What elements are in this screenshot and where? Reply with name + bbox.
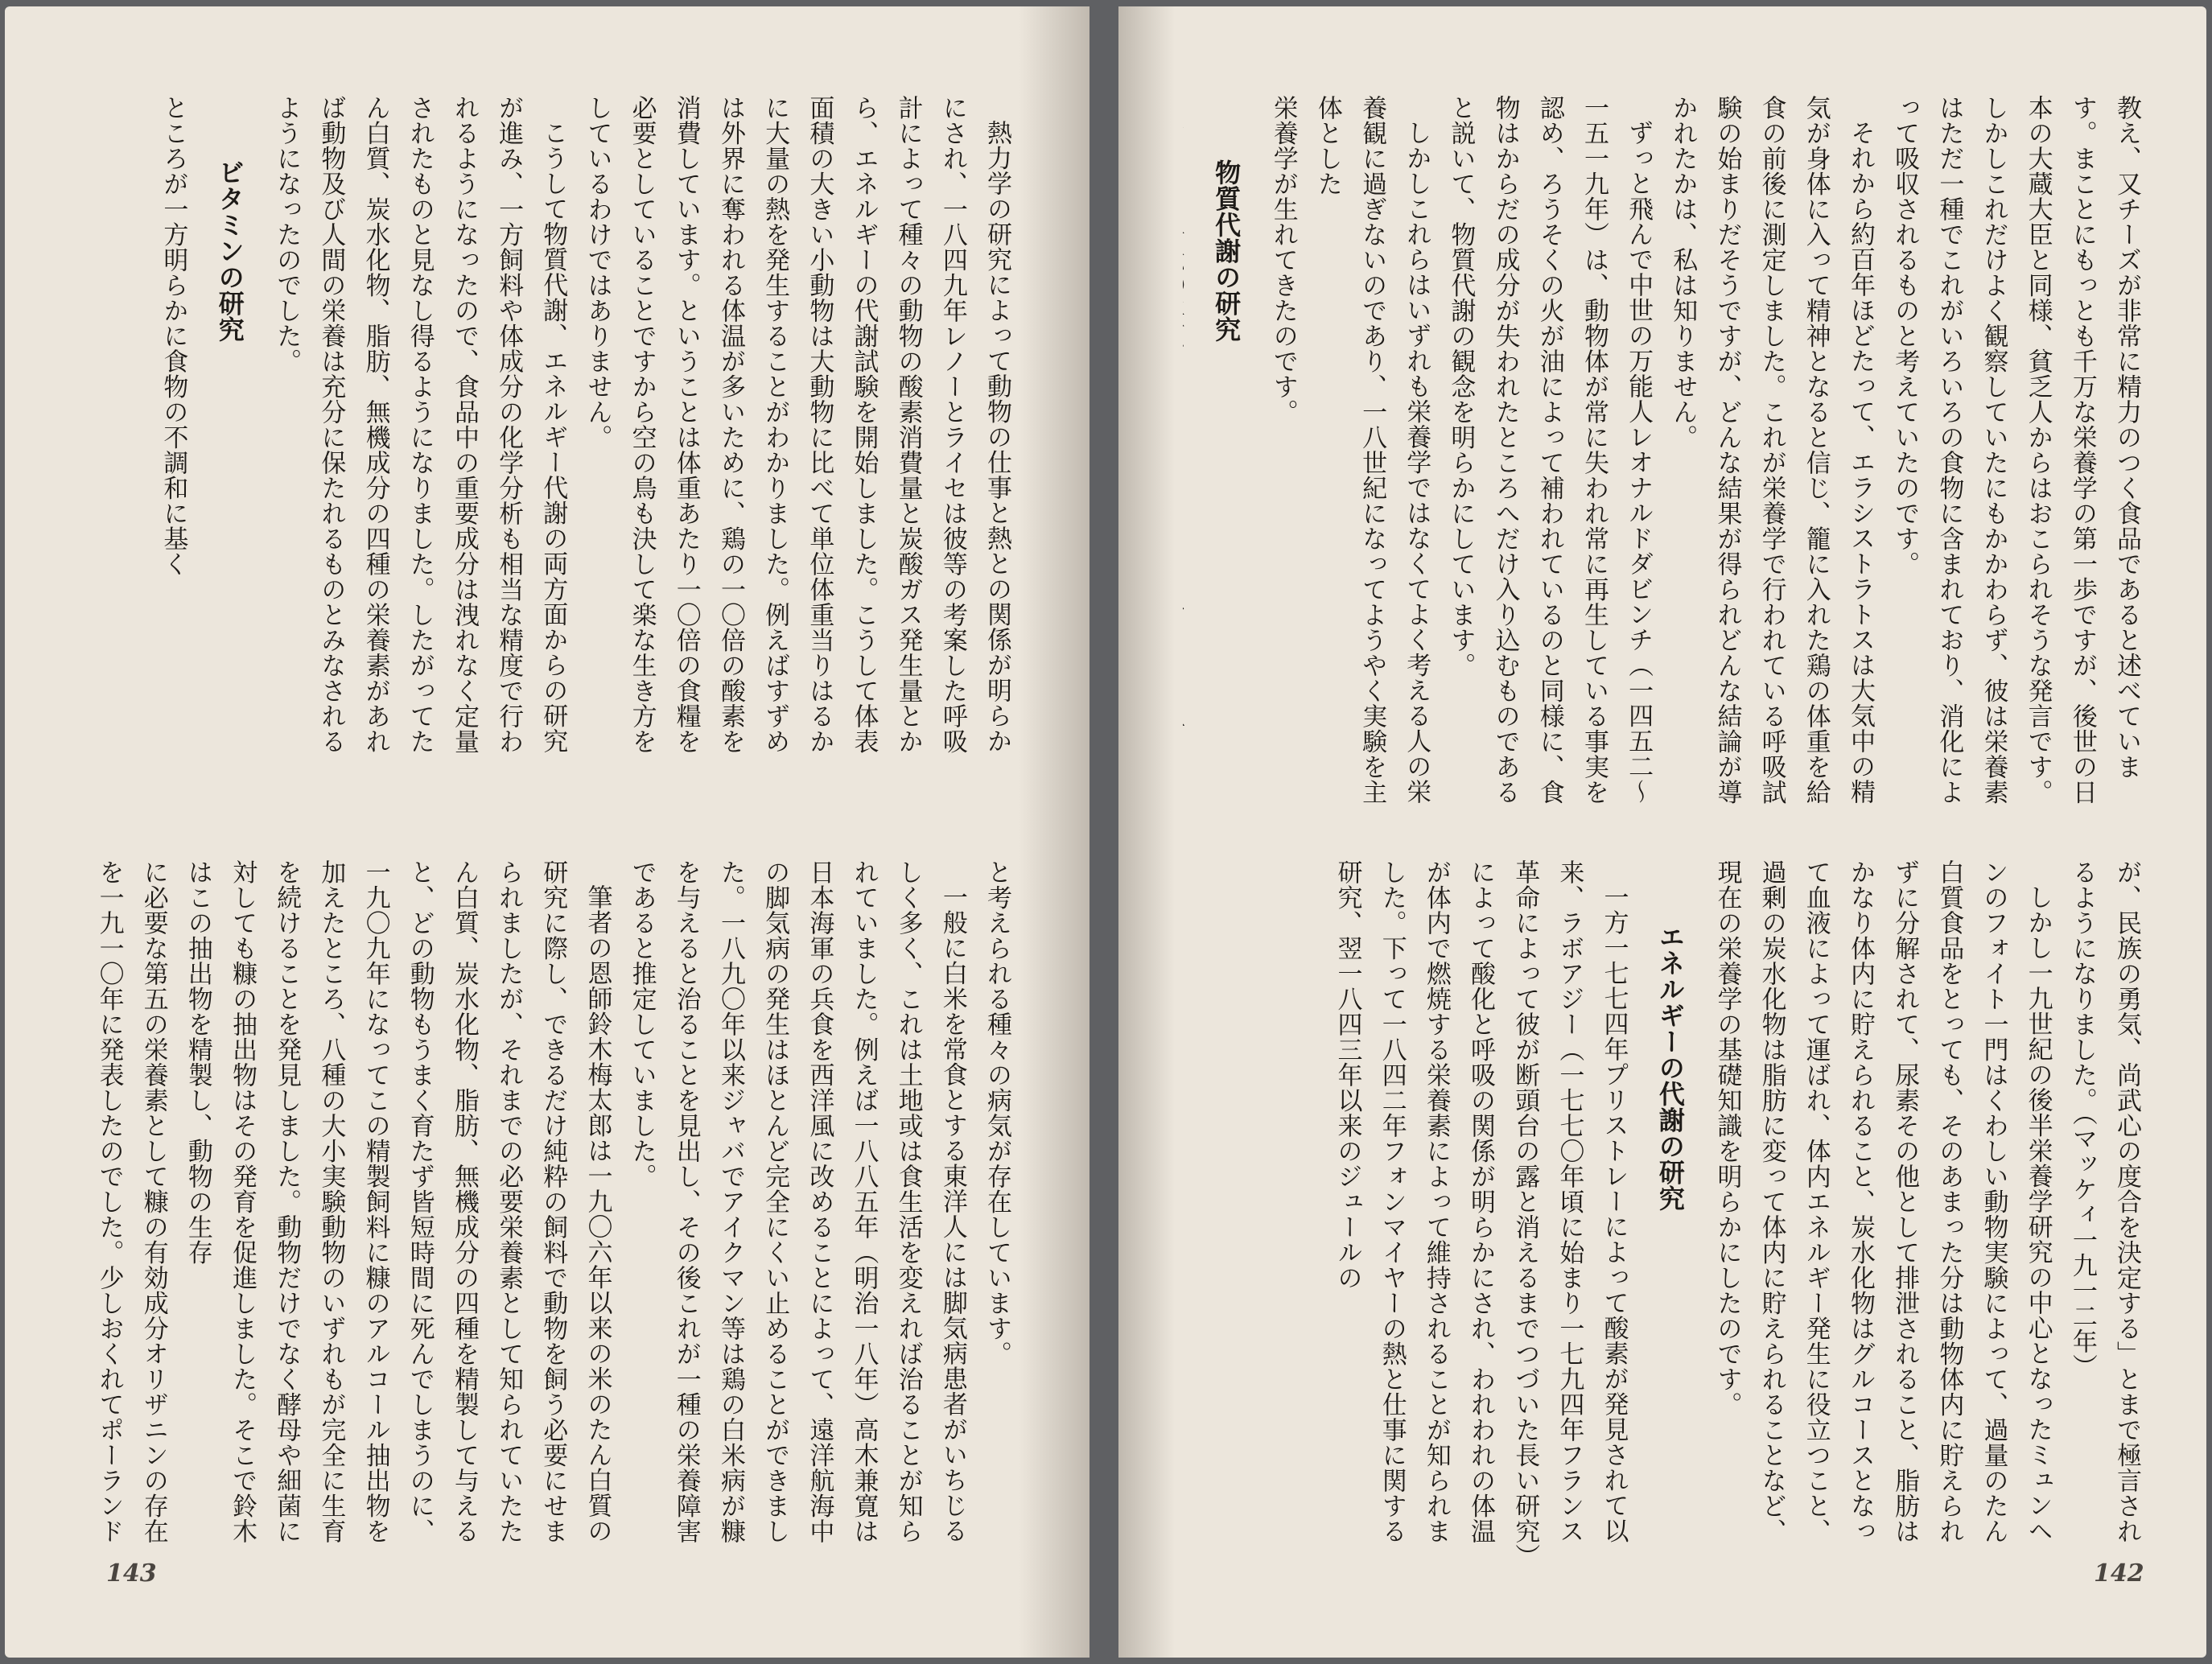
page-number: 142 bbox=[2094, 1559, 2144, 1588]
left-top-block bbox=[93, 95, 1019, 755]
left-bottom-block bbox=[93, 859, 1019, 1567]
gutter-shadow bbox=[1118, 6, 1175, 1658]
paragraph: 一般に白米を常食とする東洋人には脚気病患者がいちじるしく多く、これは土地或は食生活を変えれば治ることが知られていました。例えば一八八五年（明治一八年）高木兼寛は日本海軍の兵食を西洋風に改めることによって、遠洋航海中の脚気病の発生はほとんど完全にくい止めることができました。一八九〇年以来ジャバでアイクマン等は鶏の白米病が糠を与えると治ることを見出し、その後これが一種の栄養障害であると推定していました。 bbox=[627, 859, 967, 1544]
section-heading-metabolism: 物質代謝の研究 bbox=[1211, 159, 1242, 343]
paragraph: ところが一方明らかに食物の不調和に基く bbox=[159, 95, 188, 577]
paragraph: 熱力学の研究によって動物の仕事と熱との関係が明らかにされ、一八四九年レノーとライセは彼等の考案した呼吸計によって種々の動物の酸素消費量と炭酸ガス発生量とから、エネルギーの代謝試験を開始しました。こうして体表面積の大きい小動物は大動物に比べて単位体重当りはるかに大量の熱を発生することがわかりました。例えばすずめは外界に奪われる体温が多いために、鶏の一〇倍の酸素を消費しています。ということは体重あたり一〇倍の食糧を必要としていることですから空の鳥も決して楽な生き方をしているわけではありません。 bbox=[583, 95, 1011, 754]
left-page bbox=[5, 6, 1090, 1658]
paragraph: ずっと飛んで中世の万能人レオナルドダビンチ（一四五二〜一五一九年）は、動物体が常に失われ常に再生している事実を認め、ろうそくの火が油によって補われているのと同様に、食物はからだの成分が失われたところへだけ入り込むものであると説いて、物質代謝の観念を明らかにしています。 bbox=[1446, 95, 1654, 805]
gutter-shadow bbox=[1019, 6, 1090, 1658]
page-number: 143 bbox=[106, 1559, 157, 1588]
paragraph: と考えられる種々の病気が存在しています。 bbox=[982, 859, 1011, 1366]
paragraph: しかし一九世紀の後半栄養学研究の中心となったミュンヘンのフォイト一門はくわしい動物実験によって、過量のたん白質食品をとっても、そのあまった分は動物体内に貯えられずに分解されて、尿素その他として排泄されること、脂肪はかなり体内に貯えられること、炭水化物はグルコースとなって血液によって運ばれ、体内エネルギー発生に役立つこと、過剰の炭水化物は脂肪に変って体内に貯えられることなど、現在の栄養学の基礎知識を明らかにしたのです。 bbox=[1712, 859, 2053, 1544]
paragraph: それから約百年ほどたって、エラシストラトスは大気中の精気が身体に入って精神となると信じ、籠に入れた鶏の体重を給食の前後に測定しました。これが栄養学で行われている呼吸試験の始まりだそうですが、どんな結果が得られどんな結論が導かれたかは、私は知りません。 bbox=[1668, 95, 1875, 805]
section-heading-energy: エネルギーの代謝の研究 bbox=[1654, 924, 1686, 1212]
paragraph: こうして物質代謝、エネルギー代謝の両方面からの研究が進み、一方飼料や体成分の化学分析も相当な精度で行われるようになったので、食品中の重要成分は洩れなく定量されたものと見なし得るようになりました。したがってたん白質、炭水化物、脂肪、無機成分の四種の栄養素があれば動物及び人間の栄養は充分に保たれるものとみなされるようになったのでした。 bbox=[272, 95, 568, 754]
section-heading-vitamin: ビタミンの研究 bbox=[214, 159, 245, 343]
paragraph bbox=[1183, 95, 1192, 819]
paragraph: 筆者の恩師鈴木梅太郎は一九〇六年以来の米のたん白質の研究に際し、できるだけ純粋の飼料で動物を飼う必要にせまられましたが、それまでの必要栄養素として知られていたたん白質、炭水化物、脂肪、無機成分の四種を精製して与えると、どの動物もうまく育たず皆短時間に死んでしまうのに、一九〇九年になってこの精製飼料に糠のアルコール抽出物を加えたところ、八種の大小実験動物のいずれもが完全に生育を続けることを発見しました。動物だけでなく酵母や細菌に対しても糠の抽出物はその発育を促進しました。そこで鈴木はこの抽出物を精製し、動物の生存 bbox=[183, 859, 612, 1544]
paragraph: 教え、又チーズが非常に精力のつく食品であると述べています。まことにもっとも千万な栄養学の第一歩ですが、後世の日本の大蔵大臣と同様、貧乏人からはおこられそうな発言です。しかしこれだけよく観察していたにもかかわらず、彼は栄養素はただ一種でこれがいろいろの食物に含まれており、消化によって吸収されるものと考えていたのです。 bbox=[1890, 95, 2141, 805]
paragraph: 一方一七七四年プリストレーによって酸素が発見されて以来、ラボアジー（一七七〇年頃に始まり一七九四年フランス革命によって彼が断頭台の露と消えるまでつづいた長い研究）によって酸化と呼吸の関係が明らかにされ、われわれの体温が体内で燃焼する栄養素によって維持されることが知られました。下って一八四二年フォンマイヤーの熱と仕事に関する研究、翌一八四三年以来のジュールの bbox=[1333, 859, 1629, 1557]
paragraph: 栄養学が生れてきたのです。 bbox=[1268, 95, 1298, 425]
right-bottom-block bbox=[1183, 859, 2148, 1567]
right-page bbox=[1118, 6, 2206, 1658]
paragraph: しかしこれらはいずれも栄養学ではなくてよく考える人の栄養観に過ぎないのであり、一八世紀になってようやく実験を主体とした bbox=[1312, 95, 1431, 805]
paragraph: に必要な第五の栄養素として糠の有効成分オリザニンの存在を一九一〇年に発表したのでした。少しおくれてポーランド bbox=[94, 859, 168, 1544]
right-top-block bbox=[1183, 95, 2148, 819]
paragraph: が、民族の勇気、尚武心の度合を決定する」とまで極言されるようになりました。（マッケィ一九一二年） bbox=[2067, 859, 2141, 1544]
